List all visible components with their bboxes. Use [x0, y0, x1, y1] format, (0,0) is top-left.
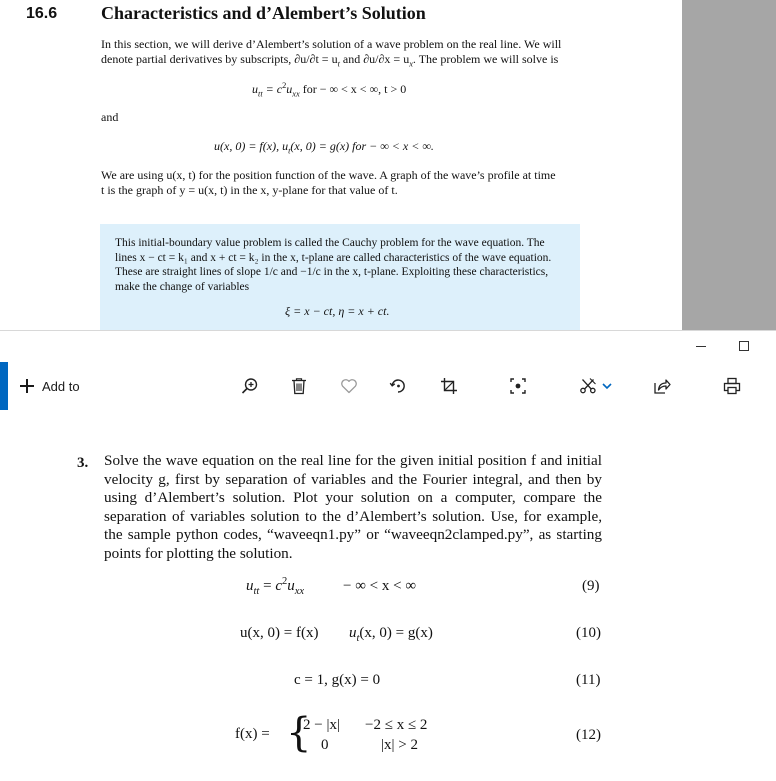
- add-to-label: Add to: [42, 378, 80, 394]
- intro-line-2: denote partial derivatives by subscripts, $\partial u/\partial t = u_t$ and $\partial u/\partial x = u_x$. The problem we will solve is: [101, 52, 559, 69]
- viewer-gray-margin: [682, 0, 776, 330]
- section-title: Characteristics and d’Alembert’s Solution: [101, 3, 426, 23]
- share-button[interactable]: [650, 374, 674, 398]
- equation-11-label: (11): [576, 672, 601, 688]
- pdf-equation-wave: $u_{tt} = c^2u_{xx}$ for − ∞ < x < ∞, t > 0: [252, 81, 407, 99]
- rotate-button[interactable]: [386, 374, 410, 398]
- window-title-bar: [0, 331, 776, 361]
- position-paragraph: [101, 168, 581, 198]
- equation-9-label: (9): [582, 578, 600, 594]
- edit-options-dropdown[interactable]: [598, 374, 616, 398]
- and-word: and: [101, 110, 119, 124]
- equation-12-case1-value: 2 − |x|: [303, 717, 340, 733]
- delete-button[interactable]: [287, 374, 311, 398]
- intro-paragraph: [101, 37, 581, 67]
- rotate-icon: [389, 377, 407, 395]
- selection-accent-bar: [0, 362, 8, 410]
- chevron-down-icon: [601, 380, 613, 392]
- favorite-button[interactable]: [337, 374, 361, 398]
- maximize-icon: [739, 341, 749, 351]
- equation-12-case2-condition: |x| > 2: [381, 737, 418, 753]
- pdf-equation-initial: u(x, 0) = f(x), $u_t(x$, 0) = g(x) for − ∞ < x < ∞.: [214, 139, 434, 156]
- position-line-2: t is the graph of y = u(x, t) in the x, y-plane for that value of t.: [101, 183, 398, 197]
- enhance-button[interactable]: [506, 374, 530, 398]
- equation-12-label: (12): [576, 727, 601, 743]
- crop-button[interactable]: [437, 374, 461, 398]
- plus-icon: [20, 379, 34, 393]
- problem-text: Solve the wave equation on the real line for the given initial position f and initial velocity g, first by separation of variables and the Fourier integral, and then by using d’Alembert’s solution. Plot your solution on a computer, compare the separation of variables solution to the d’Alembert’s solution. Use, for example, the sample python codes, “waveeqn1.py” or “waveeqn2clamped.py”, as starting points for plotting the solution.: [104, 452, 602, 562]
- equation-9-condition: − ∞ < x < ∞: [343, 578, 417, 594]
- equation-11: c = 1, g(x) = 0: [294, 672, 381, 688]
- intro-line-1: In this section, we will derive d’Alembert’s solution of a wave problem on the real line. We will: [101, 37, 562, 51]
- edit-button[interactable]: [576, 374, 600, 398]
- section-number: 16.6: [26, 5, 58, 22]
- background-pdf-region: [0, 0, 776, 330]
- problem-number: 3.: [77, 455, 89, 471]
- minimize-icon: [696, 346, 706, 347]
- equation-12-case1-condition: −2 ≤ x ≤ 2: [365, 717, 428, 733]
- note-equation: ξ = x − ct, η = x + ct.: [285, 304, 390, 318]
- heart-icon: [340, 377, 358, 395]
- edit-icon: [579, 377, 597, 395]
- info-note-box: [100, 224, 580, 330]
- zoom-in-icon: [241, 377, 259, 395]
- add-to-button[interactable]: [20, 375, 80, 397]
- minimize-button[interactable]: [688, 335, 714, 357]
- print-icon: [723, 377, 741, 395]
- crop-icon: [440, 377, 458, 395]
- equation-10-label: (10): [576, 625, 601, 641]
- zoom-button[interactable]: [238, 374, 262, 398]
- equation-12-lhs: f(x) =: [235, 726, 270, 742]
- equation-12-brace: {: [286, 710, 312, 756]
- maximize-button[interactable]: [731, 335, 757, 357]
- enhance-icon: [509, 377, 527, 395]
- share-icon: [653, 377, 671, 395]
- pdf-page: [0, 0, 682, 330]
- position-line-1: We are using u(x, t) for the position function of the wave. A graph of the wave’s profile at time: [101, 168, 556, 182]
- viewer-toolbar: [0, 361, 776, 411]
- equation-12-case2-value: 0: [321, 737, 329, 753]
- print-button[interactable]: [720, 374, 744, 398]
- problem-document: [0, 411, 776, 781]
- equation-9: $u_{tt} = c^2u_{xx}$: [246, 576, 305, 597]
- equation-10-right: $u_t(x$, 0) = g(x): [349, 625, 433, 644]
- note-text: This initial-boundary value problem is called the Cauchy problem for the wave equation. The lines x − ct = k₁ and x + ct = k₂ in the x, t-plane are called characteristics of the wave equation. These are straight lines of slope 1/c and −1/c in the x, t-plane. Exploiting these characteristics, make the change of variables: [115, 237, 552, 293]
- equation-10-left: u(x, 0) = f(x): [240, 625, 319, 641]
- delete-icon: [290, 377, 308, 395]
